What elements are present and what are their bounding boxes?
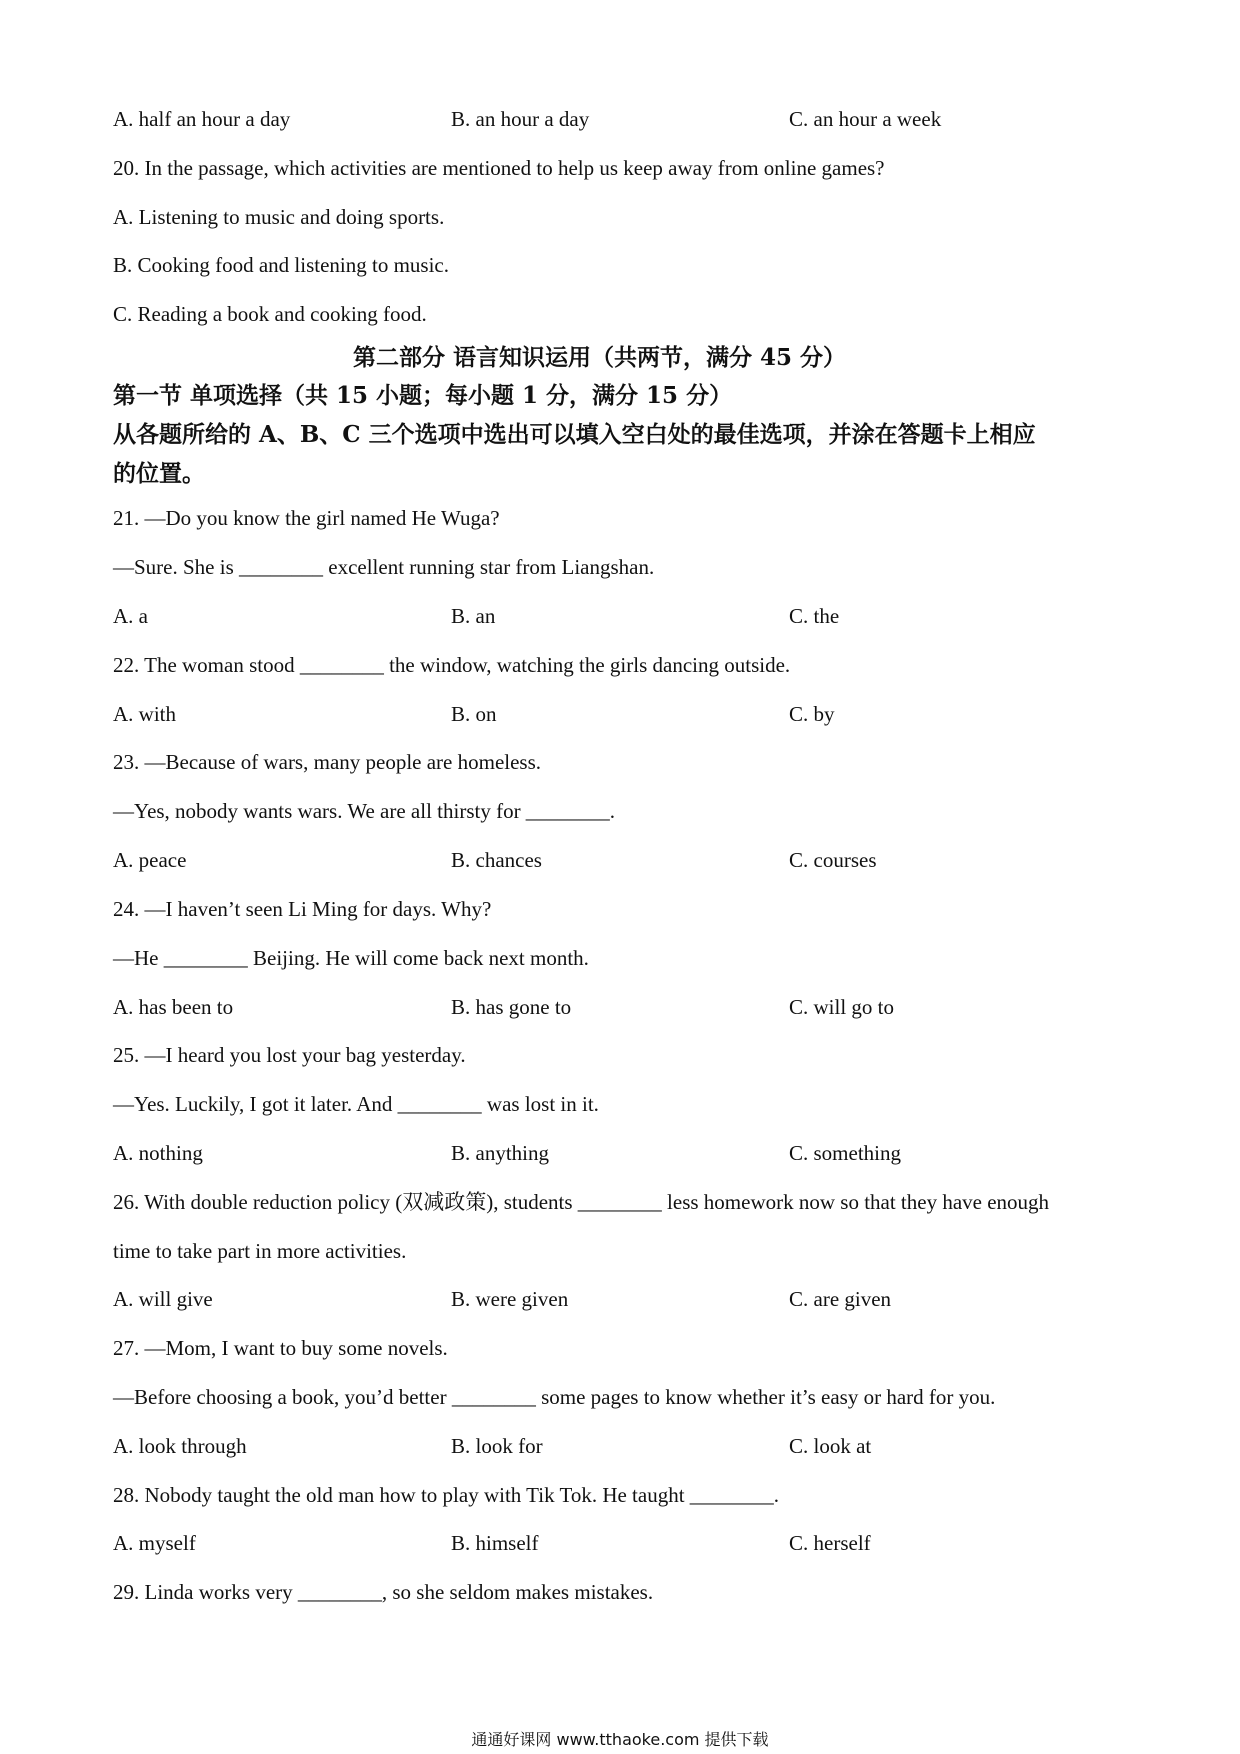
- q20-option-a: A. Listening to music and doing sports.: [113, 205, 445, 229]
- q24-option-a: A. has been to: [113, 995, 234, 1019]
- q26-option-a: A. will give: [113, 1287, 213, 1311]
- q28-option-b: B. himself: [451, 1531, 539, 1555]
- section1-title: 第一节 单项选择（共 15 小题；每小题 1 分，满分 15 分）: [113, 382, 733, 409]
- q28-option-c: C. herself: [789, 1531, 871, 1555]
- q26-stem: 26. With double reduction policy (双减政策), students ________ less homework now so that they have enough: [113, 1190, 1050, 1214]
- q24-option-b: B. has gone to: [451, 995, 572, 1019]
- q19-option-a: A. half an hour a day: [113, 107, 291, 131]
- q22-option-b: B. on: [451, 702, 497, 726]
- q21-option-b: B. an: [451, 604, 496, 628]
- q20-option-c: C. Reading a book and cooking food.: [113, 302, 427, 326]
- q27-stem: 27. —Mom, I want to buy some novels.: [113, 1336, 448, 1360]
- q27-option-b: B. look for: [451, 1434, 543, 1458]
- q20-option-b: B. Cooking food and listening to music.: [113, 253, 449, 277]
- page-footer: 通通好课网 www.tthaoke.com 提供下载: [471, 1730, 769, 1749]
- q27-option-a: A. look through: [113, 1434, 247, 1458]
- instruction-line-1: 从各题所给的 A、B、C 三个选项中选出可以填入空白处的最佳选项，并涂在答题卡上相应: [113, 421, 1036, 448]
- q23-option-b: B. chances: [451, 848, 542, 872]
- q24-option-c: C. will go to: [789, 995, 895, 1019]
- q25-option-a: A. nothing: [113, 1141, 203, 1165]
- q25-stem: 25. —I heard you lost your bag yesterday.: [113, 1043, 466, 1067]
- q21-stem: 21. —Do you know the girl named He Wuga?: [113, 506, 500, 530]
- q21-option-c: C. the: [789, 604, 840, 628]
- q22-option-c: C. by: [789, 702, 835, 726]
- q26-stem-continued: time to take part in more activities.: [113, 1239, 407, 1263]
- q21-response: —Sure. She is ________ excellent running star from Liangshan.: [113, 555, 655, 579]
- q25-option-b: B. anything: [451, 1141, 549, 1165]
- q22-option-a: A. with: [113, 702, 176, 726]
- q23-stem: 23. —Because of wars, many people are homeless.: [113, 750, 542, 774]
- q26-option-b: B. were given: [451, 1287, 569, 1311]
- q28-stem: 28. Nobody taught the old man how to play with Tik Tok. He taught ________.: [113, 1483, 780, 1507]
- q23-response: —Yes, nobody wants wars. We are all thirsty for ________.: [113, 799, 616, 823]
- q23-option-a: A. peace: [113, 848, 187, 872]
- q22-stem: 22. The woman stood ________ the window, watching the girls dancing outside.: [113, 653, 791, 677]
- q28-option-a: A. myself: [113, 1531, 196, 1555]
- q23-option-c: C. courses: [789, 848, 877, 872]
- q27-option-c: C. look at: [789, 1434, 872, 1458]
- q20-stem: 20. In the passage, which activities are mentioned to help us keep away from online games?: [113, 156, 885, 180]
- q29-stem: 29. Linda works very ________, so she seldom makes mistakes.: [113, 1580, 654, 1604]
- q25-option-c: C. something: [789, 1141, 902, 1165]
- part2-title: 第二部分 语言知识运用（共两节，满分 45 分）: [353, 344, 847, 371]
- q19-option-b: B. an hour a day: [451, 107, 590, 131]
- q27-response: —Before choosing a book, you’d better ________ some pages to know whether it’s easy or hard for you.: [113, 1385, 996, 1409]
- q21-option-a: A. a: [113, 604, 148, 628]
- q26-option-c: C. are given: [789, 1287, 892, 1311]
- q24-response: —He ________ Beijing. He will come back next month.: [113, 946, 589, 970]
- q19-option-c: C. an hour a week: [789, 107, 942, 131]
- q25-response: —Yes. Luckily, I got it later. And ________ was lost in it.: [113, 1092, 599, 1116]
- instruction-line-2: 的位置。: [113, 460, 205, 487]
- q24-stem: 24. —I haven’t seen Li Ming for days. Why?: [113, 897, 492, 921]
